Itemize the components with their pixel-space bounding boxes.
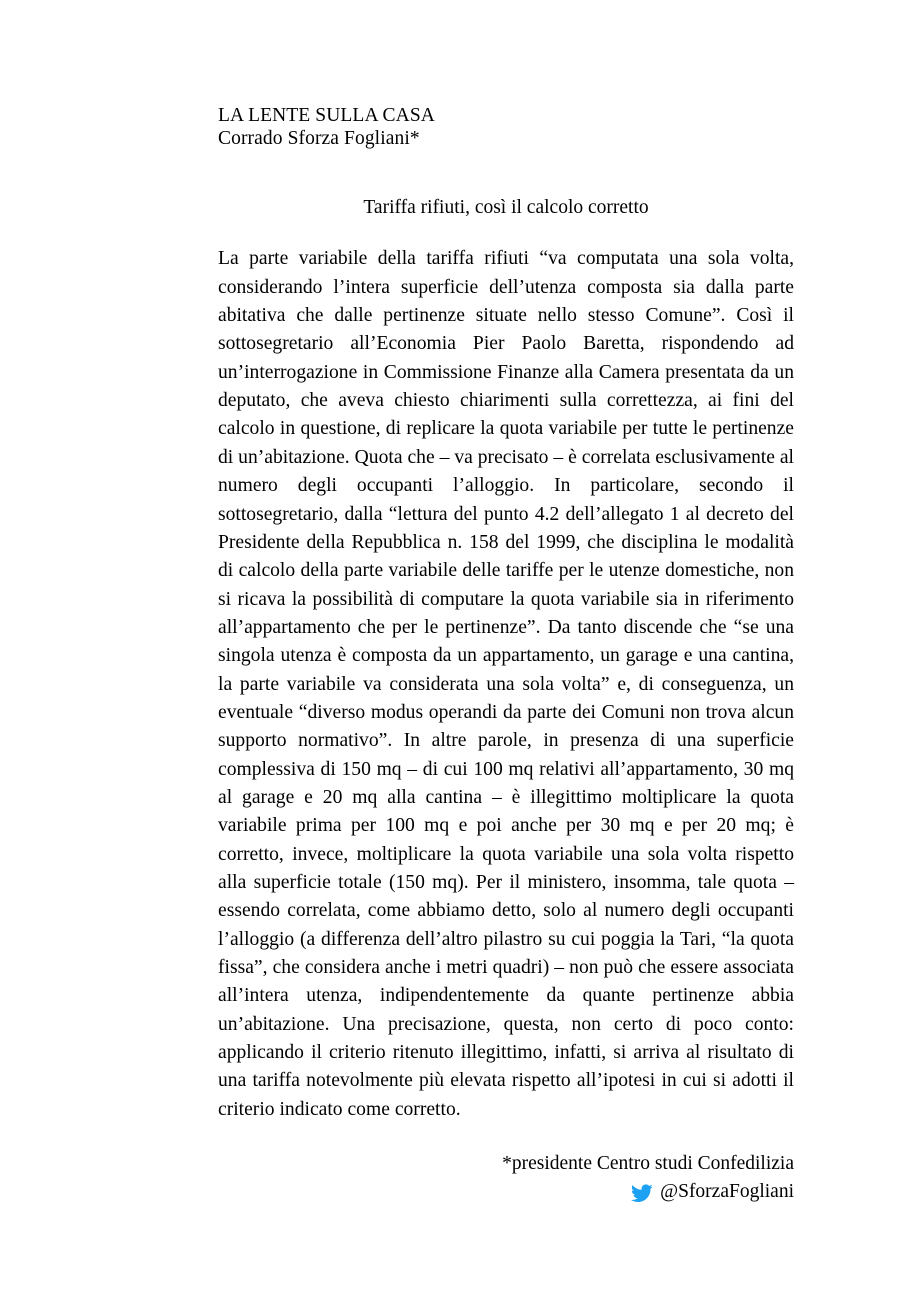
author-byline: Corrado Sforza Fogliani* [218,128,420,150]
article-headline: Tariffa rifiuti, così il calcolo corretto [363,197,649,219]
twitter-handle-text: @SforzaFogliani [660,1181,794,1203]
article-body-container [218,245,794,1124]
twitter-bird-icon [631,1184,653,1203]
signoff-block [218,1150,794,1207]
headline-container [218,196,794,220]
text-column [218,104,794,1207]
masthead [218,104,794,150]
author-credit: *presidente Centro studi Confedilizia [502,1153,794,1175]
column-title: LA LENTE SULLA CASA [218,105,435,126]
twitter-handle-row [218,1178,794,1206]
article-body-paragraph: La parte variabile della tariffa rifiuti “va computata una sola volta, considerando l’intera superficie dell’utenza composta sia dalla parte abitativa che dalle pertinenze situate nello stesso Comune”. Così il sottosegretario all’Economia Pier Paolo Baretta, rispondendo ad un’interrogazione in Commissione Finanze alla Camera presentata da un deputato, che aveva chiesto chiarimenti sulla correttezza, ai fini del calcolo in questione, di replicare la quota variabile per tutte le pertinenze di un’abitazione. Quota che – va precisato – è correlata esclusivamente al numero degli occupanti l’alloggio. In particolare, secondo il sottosegretario, dalla “lettura del punto 4.2 dell’allegato 1 al decreto del Presidente della Repubblica n. 158 del 1999, che disciplina le modalità di calcolo della parte variabile delle tariffe per le utenze domestiche, non si ricava la possibilità di computare la quota variabile sia in riferimento all’appartamento che per le pertinenze”. Da tanto discende che “se una singola utenza è composta da un appartamento, un garage e una cantina, la parte variabile va considerata una sola volta” e, di conseguenza, un eventuale “diverso modus operandi da parte dei Comuni non trova alcun supporto normativo”. In altre parole, in presenza di una superficie complessiva di 150 mq – di cui 100 mq relativi all’appartamento, 30 mq al garage e 20 mq alla cantina – è illegittimo moltiplicare la quota variabile prima per 100 mq e poi anche per 30 mq e per 20 mq; è corretto, invece, moltiplicare la quota variabile una sola volta rispetto alla superficie totale (150 mq). Per il ministero, insomma, tale quota – essendo correlata, come abbiamo detto, solo al numero degli occupanti l’alloggio (a differenza dell’altro pilastro su cui poggia la Tari, “la quota fissa”, che considera anche i metri quadri) – non può che essere associata all’intera utenza, indipendentemente da quante pertinenze abbia un’abitazione. Una precisazione, questa, non certo di poco conto: applicando il criterio ritenuto illegittimo, infatti, si arriva al risultato di una tariffa notevolmente più elevata rispetto all’ipotesi in cui si adotti il criterio indicato come corretto. [218,248,794,1120]
